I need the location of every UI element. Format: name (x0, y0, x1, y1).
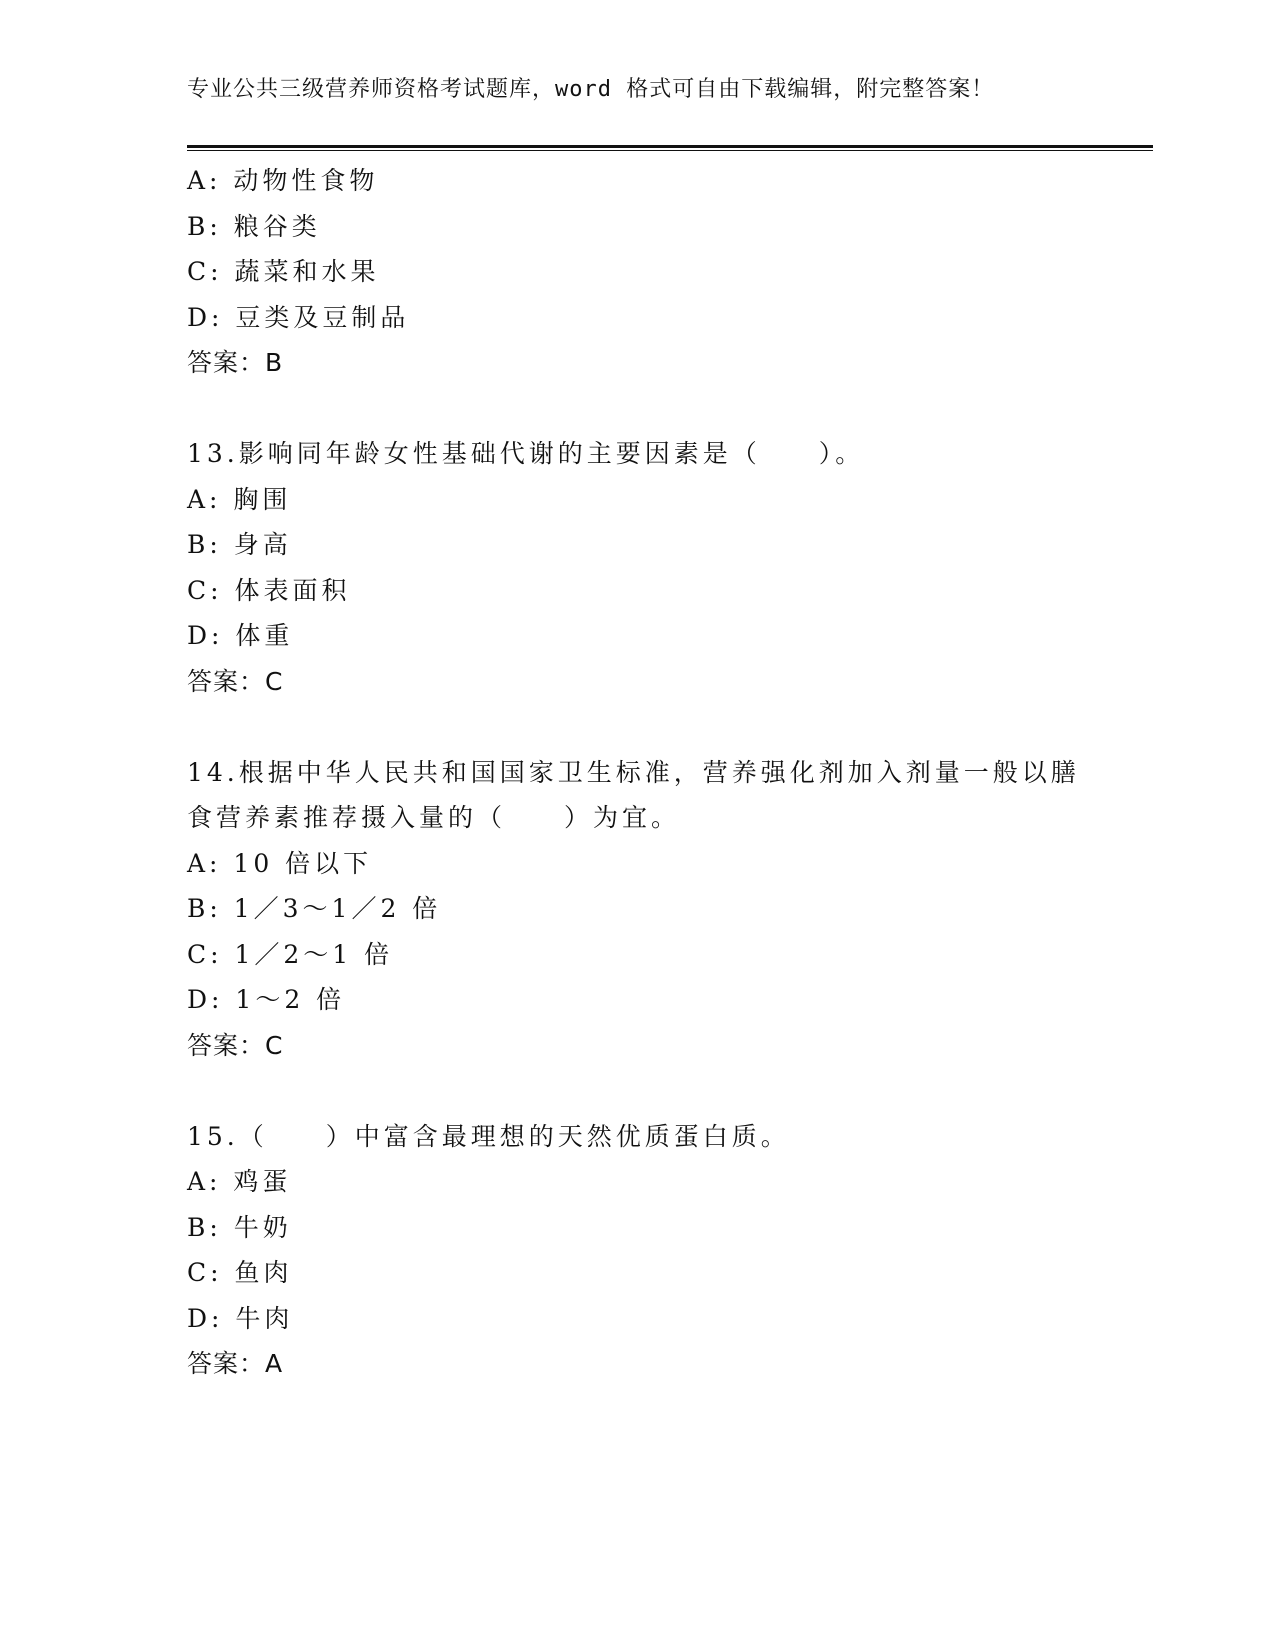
question-stem-line-1: 14.根据中华人民共和国国家卫生标准，营养强化剂加入剂量一般以膳 (187, 757, 1080, 787)
question-stem: 15.（ ）中富含最理想的天然优质蛋白质。 (187, 1121, 790, 1151)
option-a: A: 10 倍以下 (187, 848, 373, 878)
option-d: D: 豆类及豆制品 (187, 302, 410, 332)
question-14 (187, 750, 1117, 1069)
answer: 答案：C (187, 1030, 284, 1060)
option-b: B: 粮谷类 (187, 211, 321, 241)
option-c: C: 1／2～1 倍 (187, 939, 394, 969)
option-a: A: 胸围 (187, 484, 292, 514)
question-15 (187, 1114, 1117, 1387)
option-b: B: 牛奶 (187, 1212, 292, 1242)
header-rule-thick (187, 145, 1153, 148)
option-c: C: 蔬菜和水果 (187, 257, 380, 286)
header-rule-thin (187, 150, 1153, 151)
option-d: D: 1～2 倍 (187, 985, 346, 1014)
question-stem: 13.影响同年龄女性基础代谢的主要因素是（ ）。 (187, 439, 865, 468)
option-d: D: 牛肉 (187, 1303, 294, 1333)
option-d: D: 体重 (187, 621, 294, 650)
answer: 答案：A (187, 1349, 284, 1378)
option-b: B: 身高 (187, 530, 292, 559)
option-b: B: 1／3～1／2 倍 (187, 894, 442, 923)
question-stem-line-2: 食营养素推荐摄入量的（ ）为宜。 (187, 803, 681, 832)
option-a: A: 鸡蛋 (187, 1167, 292, 1196)
document-body (187, 158, 1117, 1387)
answer: 答案：B (187, 348, 284, 377)
question-12-continued (187, 158, 1117, 386)
question-13 (187, 431, 1117, 704)
option-c: C: 体表面积 (187, 575, 351, 605)
page-header: 专业公共三级营养师资格考试题库，word 格式可自由下载编辑，附完整答案！ (187, 77, 995, 102)
answer: 答案：C (187, 666, 284, 696)
option-c: C: 鱼肉 (187, 1258, 293, 1287)
option-a: A: 动物性食物 (187, 166, 379, 195)
